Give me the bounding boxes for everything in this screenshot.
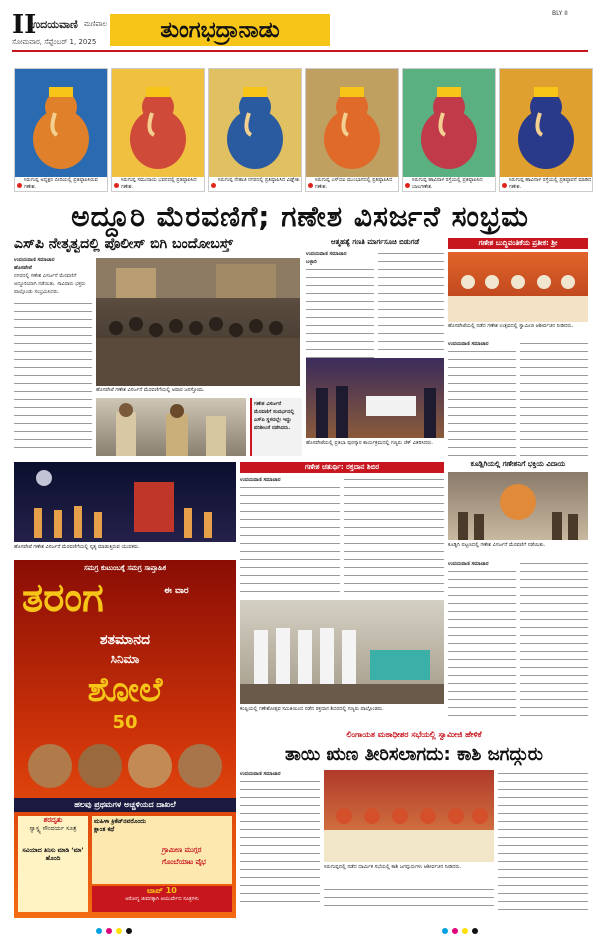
- location-pin-icon: [405, 183, 410, 188]
- story-three-caption: ಹೊಸಪೇಟೆಯಲ್ಲಿ ನಡೆದ ಗಣೇಶ ಉತ್ಸವದಲ್ಲಿ ಸ್ವಾಮೀಜಿ ಆಶೀರ್ವಚನ ನೀಡಿದರು.: [448, 323, 574, 329]
- photo-caption-text: ಸಿರುಗುಪ್ಪ ಸಮುದಾಯ ಭವನದಲ್ಲಿ ಪ್ರತಿಷ್ಠಾಪಿಸಿದ ಗಣೇಶ.: [121, 177, 197, 190]
- main-story-body: [14, 256, 92, 450]
- crowd-photo-art: [96, 258, 300, 386]
- ganesha-photo-card: [111, 68, 205, 192]
- ganesha-idol-art: [403, 69, 495, 177]
- story-four-photo: [448, 472, 588, 540]
- main-body-lines: [14, 300, 92, 450]
- main-byline: ಉದಯವಾಣಿ ಸಮಾಚಾರ: [14, 257, 55, 263]
- ad-number: 50: [112, 712, 138, 733]
- story-three-photo-art: [448, 252, 588, 322]
- black-mark: [126, 928, 132, 934]
- story-four-lines-a: [448, 568, 516, 718]
- masthead-divider: [12, 50, 588, 52]
- ad-top10-box: [92, 886, 232, 912]
- story-four-byline: ಉದಯವಾಣಿ ಸಮಾಚಾರ: [448, 561, 489, 567]
- bottom-photo-caption: ಸಿರುಗುಪ್ಪದಲ್ಲಿ ನಡೆದ ಧಾರ್ಮಿಕ ಸಭೆಯಲ್ಲಿ ಕಾಶಿ ಜಗದ್ಗುರುಗಳು ಆಶೀರ್ವಚನ ನೀಡಿದರು.: [324, 864, 462, 870]
- story-two-dateline: ಬಳ್ಳಾರಿ: [306, 259, 317, 265]
- photo-caption-text: ಸಿರುಗುಪ್ಪ ಹಾವಿನಾಳ ರಸ್ತೆಯಲ್ಲಿ ಪ್ರತಿಷ್ಠಾಪನೆ ಮಾಡಿದ ಗಣೇಶ.: [509, 177, 592, 190]
- ad-band: ಹಲವು ಪ್ರಥಮಗಳ ಅಚ್ಚಳಿಯದ ದಾಖಲೆ: [14, 798, 236, 812]
- ad-sub4-text: ಸವಿಯಾದ ತಿನಿಸು ಮಾಡಿ ‘ಮಾ’ ಹೊಂದಿ: [22, 847, 84, 862]
- ad-panel-left: [18, 816, 88, 912]
- photo-caption-text: ಸಿರುಗುಪ್ಪ ನೇತಾಜಿ ನಗರದಲ್ಲಿ ಪ್ರತಿಷ್ಠಾಪಿಸಿದ ವಿಘ್ನೇಶ.: [218, 177, 301, 183]
- ad-sub1-title: ಶರದೃತು: [43, 816, 63, 824]
- sp-photo: [96, 398, 246, 456]
- story-five-photo-art: [240, 600, 444, 704]
- photo-caption: [15, 177, 107, 191]
- location-pin-icon: [308, 183, 313, 188]
- story-three-lines-b: [520, 340, 588, 456]
- main-headline: ಅದ್ದೂರಿ ಮೆರವಣಿಗೆ; ಗಣೇಶ ವಿಸರ್ಜನೆ ಸಂಭ್ರಮ: [71, 200, 529, 233]
- photo-caption: [209, 177, 301, 191]
- bottom-photo-art: [324, 770, 494, 862]
- main-dateline: ಹೊಸಪೇಟೆ: [14, 265, 32, 271]
- ad-sub3-sub: ಗೊಂಬೆಯಾಟ ವೈಭ: [162, 858, 206, 866]
- ad-line1: ಶತಮಾನದ: [99, 632, 151, 648]
- location-pin-icon: [211, 183, 216, 188]
- bottom-photo: [324, 770, 494, 862]
- ganesha-photo-card: [14, 68, 108, 192]
- story-two-headline: ಆತ್ಮಹತ್ಯೆ ಗಣತಿ ಮಾರ್ಗಸೂಚಿ ಬಿಡುಗಡೆ: [330, 238, 420, 246]
- ad-line2: ಸಿನಿಮಾ: [110, 652, 140, 666]
- story-five-lines-a: [240, 484, 340, 596]
- ad-tagline: ಸಮಗ್ರ ಕುಟುಂಬಕ್ಕೆ ಸಮಗ್ರ ಸಾಪ್ತಾಹಿಕ: [83, 564, 167, 572]
- ganesha-photo-card: [305, 68, 399, 192]
- ad-film-stills-art: [20, 736, 230, 796]
- location-pin-icon: [17, 183, 22, 188]
- bottom-lines-b: [324, 886, 494, 912]
- paper-edition: ಮಣಿಪಾಲ: [84, 20, 108, 28]
- story-four-col-a: [448, 560, 516, 718]
- ad-sub1-text: ಸ್ವಾಸ್ಥ್ಯ ಸೌಂದರ್ಯ ಸೂತ್ರ: [29, 825, 77, 832]
- magenta-mark: [452, 928, 458, 934]
- story-two-byline: ಉದಯವಾಣಿ ಸಮಾಚಾರ: [306, 251, 347, 257]
- photo-caption: [112, 177, 204, 191]
- photo-caption-text: ಸಿರುಗುಪ್ಪ ಅಧ್ಯಕ್ಷರ ಬೀದಿಯಲ್ಲಿ ಪ್ರತಿಷ್ಠಾಪಿಸಿರುವ ಗಣೇಶ.: [24, 177, 98, 190]
- bottom-headline: ತಾಯಿ ಋಣ ತೀರಿಸಲಾಗದು: ಕಾಶಿ ಜಗದ್ಗುರು: [284, 744, 544, 765]
- ganesha-idol-art: [209, 69, 301, 177]
- ad-line3: ಶೋಲೆ: [87, 670, 163, 710]
- story-four-headline: ಕೂಡ್ಲಿಗಿಯಲ್ಲಿ ಗಣೇಶನಿಗೆ ಭಕ್ತಿಯ ವಿದಾಯ: [470, 460, 566, 468]
- story-four-lines-b: [520, 560, 588, 718]
- night-photo-caption: ಹೊಸಪೇಟೆ ಗಣೇಶ ವಿಸರ್ಜನೆ ಮೆರವಣಿಗೆಯಲ್ಲಿ ನೃತ್ಯ ಮಾಡುತ್ತಿರುವ ಯುವಕರು.: [14, 544, 140, 550]
- sp-photo-art: [96, 398, 246, 456]
- story-five-col-a: [240, 476, 340, 596]
- story-three-lines-a: [448, 348, 516, 456]
- black-mark: [472, 928, 478, 934]
- story-five-byline: ಉದಯವಾಣಿ ಸಮಾಚಾರ: [240, 477, 281, 483]
- story-two-photo: [306, 358, 444, 438]
- story-five-headline: ಗಣೇಶ ಚತುರ್ಥಿ: ರಕ್ತದಾನ ಶಿಬಿರ: [240, 462, 444, 473]
- main-subhead: ಎಸ್‌ಪಿ ನೇತೃತ್ವದಲ್ಲಿ ಪೊಲೀಸ್ ಬಿಗಿ ಬಂದೋಬಸ್ತ್: [14, 236, 233, 252]
- ad-top10: ಟಾಪ್ 10: [147, 886, 177, 895]
- story-three-headline: ಗಣೇಶ ಬುದ್ಧಿವಂತಿಕೆಯ ಪ್ರತೀಕ: ಶ್ರೀ: [448, 238, 588, 249]
- yellow-mark: [462, 928, 468, 934]
- print-registration-strip: [0, 916, 600, 928]
- bottom-col-a: [240, 770, 320, 908]
- ad-brand-suffix: ಈ ವಾರ: [164, 586, 189, 596]
- night-photo-art: [14, 462, 236, 542]
- story-two-col-a: [306, 250, 374, 362]
- ganesha-idol-art: [500, 69, 592, 177]
- cyan-mark: [96, 928, 102, 934]
- ganesha-photo-card: [499, 68, 593, 192]
- bottom-lines-c: [498, 770, 588, 912]
- story-two-lines-b: [378, 250, 444, 354]
- reg-marks-left: [94, 919, 134, 938]
- story-three-col-a: [448, 340, 516, 456]
- photo-caption: [500, 177, 592, 191]
- photo-caption: [306, 177, 398, 191]
- ganesha-photo-card: [402, 68, 496, 192]
- story-two-lines-a: [306, 266, 374, 362]
- page-code: BLY II: [552, 10, 568, 17]
- page-number: II: [12, 10, 37, 40]
- story-three-photo: [448, 252, 588, 322]
- cyan-mark: [442, 928, 448, 934]
- photo-caption-text: ಸಿರುಗುಪ್ಪ ಎಸ್‌ಬಿಐ ಮುಂಭಾಗದಲ್ಲಿ ಪ್ರತಿಷ್ಠಾಪಿಸಿದ ಗಣೇಶ.: [315, 177, 393, 190]
- story-four-caption: ಕೂಡ್ಲಿಗಿ ಪಟ್ಟಣದಲ್ಲಿ ಗಣೇಶ ವಿಸರ್ಜನೆ ಮೆರವಣಿಗೆ ನಡೆಯಿತು.: [448, 542, 546, 548]
- photo-caption: [403, 177, 495, 191]
- story-five-lines-b: [344, 476, 444, 596]
- location-pin-icon: [114, 183, 119, 188]
- crowd-photo-caption: ಹೊಸಪೇಟೆ ಗಣೇಶ ವಿಸರ್ಜನೆ ಮೆರವಣಿಗೆಯಲ್ಲಿ ಅಪಾರ ಜನಸ್ತೋಮ.: [96, 387, 205, 393]
- ad-sub3-title: ಗ್ರಾಮೀಣ ಮುಗ್ಗರ: [162, 846, 202, 854]
- story-five-photo: [240, 600, 444, 704]
- story-four-photo-art: [448, 472, 588, 540]
- ganesha-idol-art: [112, 69, 204, 177]
- ganesha-photo-card: [208, 68, 302, 192]
- sp-info-box: [250, 398, 302, 456]
- reg-marks-right: [440, 919, 480, 938]
- sp-box-text: ಗಣೇಶ ವಿಸರ್ಜನೆ ಮೆರವಣಿಗೆ ಸಂದರ್ಭದಲ್ಲಿ ಎಸ್‌ಪಿ ಸ್ಥಳದಲ್ಲೇ ಇದ್ದು ಪರಿಶೀಲನೆ ನಡೆಸಿದರು.: [254, 401, 295, 431]
- location-pin-icon: [502, 183, 507, 188]
- yellow-mark: [116, 928, 122, 934]
- ganesha-idol-art: [15, 69, 107, 177]
- night-procession-photo: [14, 462, 236, 542]
- section-banner: ತುಂಗಭದ್ರಾನಾಡು: [110, 14, 330, 46]
- issue-date: ಸೋಮವಾರ, ಸೆಪ್ಟೆಂಬರ್ 1, 2025: [12, 38, 97, 46]
- ad-panel-right: [92, 816, 232, 884]
- story-two-caption: ಹೊಸಪೇಟೆಯಲ್ಲಿ ಪ್ರತಿಭಾ ಪುರಸ್ಕಾರ ಕಾರ್ಯಕ್ರಮದಲ್ಲಿ ಗಣ್ಯರು ಚೆಕ್ ವಿತರಿಸಿದರು.: [306, 440, 433, 446]
- story-five-caption: ಕಂಪ್ಲಿಯಲ್ಲಿ ಗಣೇಶೋತ್ಸವ ಸಮಿತಿಯಿಂದ ನಡೆದ ರಕ್ತದಾನ ಶಿಬಿರದಲ್ಲಿ ಗಣ್ಯರು ಪಾಲ್ಗೊಂಡರು.: [240, 706, 384, 712]
- taranga-advertisement: [14, 560, 236, 918]
- bottom-byline: ಉದಯವಾಣಿ ಸಮಾಚಾರ: [240, 771, 281, 777]
- photo-caption-text: ಸಿರುಗುಪ್ಪ ಹಾವಿನಾಳ ರಸ್ತೆಯಲ್ಲಿ ಪ್ರತಿಷ್ಠಾಪಿಸಿದ ಬಾಲಗಣೇಶ.: [412, 177, 483, 190]
- bottom-lines-a: [240, 778, 320, 908]
- crowd-photo: [96, 258, 300, 386]
- ganesha-idol-art: [306, 69, 398, 177]
- main-intro: ನಗರದಲ್ಲಿ ಗಣೇಶ ವಿಸರ್ಜನೆ ಮೆರವಣಿಗೆ ಅದ್ದೂರಿಯಾಗಿ ನಡೆಯಿತು. ಸಾವಿರಾರು ಭಕ್ತರು ಪಾಲ್ಗೊಂಡು ಸಂಭ್ರಮಿಸಿದರು.: [14, 273, 86, 295]
- magenta-mark: [106, 928, 112, 934]
- paper-name: ಉದಯವಾಣಿ: [30, 18, 78, 31]
- bottom-kicker: ಲಿಂಗಾಯತ ಮಠಾಧೀಶರ ಸಭೆಯಲ್ಲಿ ಸ್ವಾಮೀಜಿ ಹೇಳಿಕೆ: [346, 730, 482, 739]
- story-two-photo-art: [306, 358, 444, 438]
- ad-top10-sub: ಆರೋಗ್ಯ ಜೀವನಕ್ಕಾಗಿ ಆಯುರ್ವೇದ ಸೂತ್ರಗಳು: [125, 896, 199, 902]
- ad-sub2-title: ಮಹಿಳಾ ಕ್ರಿಕೆಟ್‌ನವರೊಂದು ಕ್ಲಾಂತ ಕಥೆ: [94, 818, 147, 833]
- ad-brand: ತರಂಗ: [22, 574, 104, 621]
- story-three-byline: ಉದಯವಾಣಿ ಸಮಾಚಾರ: [448, 341, 489, 347]
